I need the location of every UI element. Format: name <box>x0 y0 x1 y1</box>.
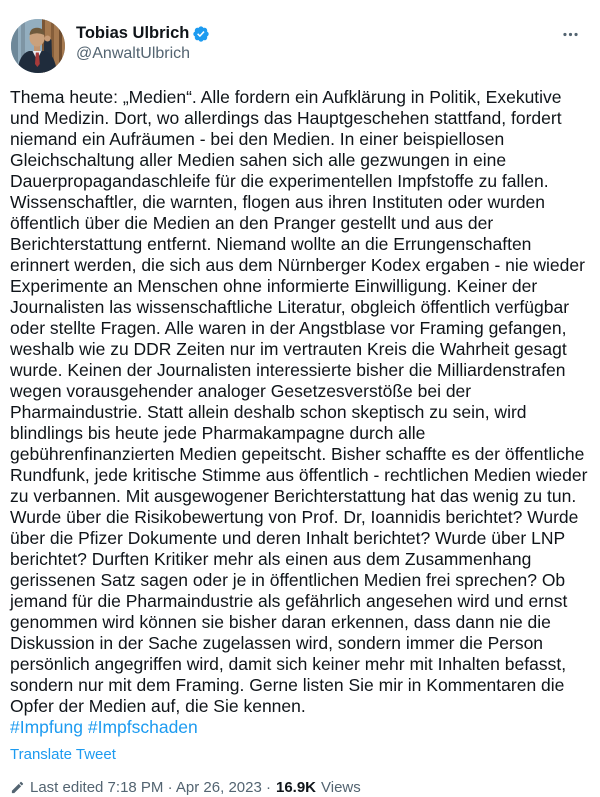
tweet-header <box>0 0 600 73</box>
views-label: Views <box>321 779 361 796</box>
hashtag-impfung[interactable]: #Impfung <box>10 717 83 737</box>
edited-timestamp: Last edited 7:18 PM · Apr 26, 2023 · <box>30 779 271 796</box>
views-count: 16.9K <box>275 779 317 796</box>
hashtag-impfschaden[interactable]: #Impfschaden <box>87 717 198 737</box>
translate-tweet-link[interactable]: Translate Tweet <box>10 746 116 763</box>
avatar[interactable] <box>11 19 65 73</box>
display-name[interactable]: Tobias Ulbrich <box>76 24 190 42</box>
more-menu-button[interactable] <box>557 21 584 48</box>
more-horizontal-icon <box>561 25 580 44</box>
tweet-text: Thema heute: „Medien“. Alle fordern ein Aufklärung in Politik, Exekutive und Medizin. Dort, wo allerdings das Hauptgeschehen stattfand, fordert niemand ein Aufräumen - bei den Medien. In einer beispiellosen Gleichschaltung aller Medien sahen sich alle gezwungen in eine Dauerpropagandaschleife für die experimentellen Impfstoffe zu fallen. Wissenschaftler, die warnten, flogen aus ihren Instituten oder wurden öffentlich über die Medien an den Pranger gestellt und aus der Berichterstattung entfernt. Niemand wollte an die Errungenschaften erinnert werden, die sich aus dem Nürnberger Kodex ergaben - nie wieder Experimente an Menschen ohne informierte Einwilligung. Keiner der Journalisten las wissenschaftliche Literatur, obgleich öffentlich verfügbar oder stellte Fragen. Alle waren in der Angstblase vor Framing gefangen, weshalb wie zu DDR Zeiten nur im vertrauten Kreis die Wahrheit gesagt wurde. Keinen der Journalisten interessierte bisher die Milliardenstrafen wegen vorausgehender analoger Gesetzesverstöße bei der Pharmaindustrie. Statt allein deshalb schon skeptisch zu sein, wird blindlings bis heute jede Pharmakampagne durch alle gebührenfinanzierten Medien gepeitscht. Bisher schaffte es der öffentliche Rundfunk, jede kritische Stimme aus öffentlich - rechtlichen Medien wieder zu verbannen. Mit ausgewogener Berichterstattung hat das wenig zu tun. Wurde über die Risikobewertung von Prof. Dr, Ioannidis berichtet? Wurde über die Pfizer Dokumente und deren Inhalt berichtet? Wurde über LNP berichtet? Durften Kritiker mehr als einen aus dem Zusammenhang gerissenen Satz sagen oder je in öffentlichen Medien frei sprechen? Ob jemand für die Pharmaindustrie als gefährlich angesehen wird und ernst genommen wird können sie bisher daran erkennen, dass dann nie die Diskussion in der Sache zugelassen wird, sondern immer die Person persönlich angegriffen wird, damit sich keiner mehr mit Inhalten befasst, sondern nur mit dem Framing. Gerne listen Sie mir in Kommentaren die Opfer der Medien auf, die Sie kennen. <box>10 87 588 716</box>
user-info <box>76 19 210 64</box>
profile-photo <box>11 19 65 73</box>
name-row <box>76 23 210 43</box>
verified-badge-icon <box>192 25 210 43</box>
user-handle[interactable]: @AnwaltUlbrich <box>76 45 191 62</box>
hashtag-row <box>0 717 600 738</box>
